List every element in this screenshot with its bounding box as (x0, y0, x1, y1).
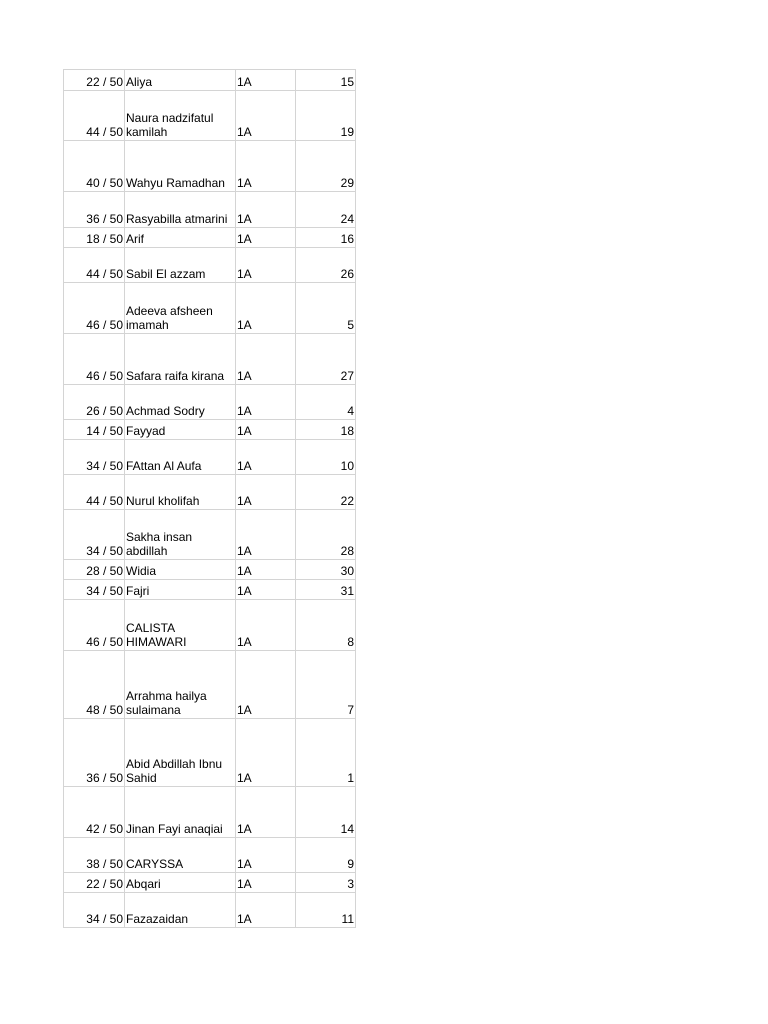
table-row (64, 70, 356, 91)
class-cell: 1A (236, 248, 296, 283)
score-cell: 22 / 50 (64, 70, 125, 91)
number-cell: 10 (296, 440, 356, 475)
name-cell: CALISTA HIMAWARI (125, 600, 236, 651)
score-cell: 36 / 50 (64, 719, 125, 787)
name-cell: Wahyu Ramadhan (125, 141, 236, 192)
number-cell: 28 (296, 510, 356, 560)
score-cell: 48 / 50 (64, 651, 125, 719)
number-cell: 3 (296, 873, 356, 893)
spreadsheet-sheet (63, 69, 356, 928)
table-row (64, 873, 356, 893)
table-row (64, 475, 356, 510)
number-cell: 29 (296, 141, 356, 192)
score-cell: 14 / 50 (64, 420, 125, 440)
table-row (64, 192, 356, 228)
table-row (64, 385, 356, 420)
class-cell: 1A (236, 192, 296, 228)
name-cell: Arrahma hailya sulaimana (125, 651, 236, 719)
score-cell: 28 / 50 (64, 560, 125, 580)
score-cell: 22 / 50 (64, 873, 125, 893)
class-cell: 1A (236, 420, 296, 440)
class-cell: 1A (236, 283, 296, 334)
name-cell: Abqari (125, 873, 236, 893)
score-cell: 18 / 50 (64, 228, 125, 248)
score-cell: 44 / 50 (64, 475, 125, 510)
score-cell: 46 / 50 (64, 283, 125, 334)
class-cell: 1A (236, 838, 296, 873)
score-cell: 46 / 50 (64, 600, 125, 651)
number-cell: 19 (296, 91, 356, 141)
table-row (64, 141, 356, 192)
number-cell: 26 (296, 248, 356, 283)
score-cell: 36 / 50 (64, 192, 125, 228)
name-cell: Fajri (125, 580, 236, 600)
score-cell: 34 / 50 (64, 893, 125, 928)
table-row (64, 420, 356, 440)
number-cell: 14 (296, 787, 356, 838)
score-cell: 46 / 50 (64, 334, 125, 385)
name-cell: Nurul kholifah (125, 475, 236, 510)
name-cell: Abid Abdillah Ibnu Sahid (125, 719, 236, 787)
class-cell: 1A (236, 91, 296, 141)
table-row (64, 787, 356, 838)
table-row (64, 893, 356, 928)
class-cell: 1A (236, 873, 296, 893)
name-cell: Safara raifa kirana (125, 334, 236, 385)
name-cell: Fazazaidan (125, 893, 236, 928)
class-cell: 1A (236, 719, 296, 787)
name-cell: FAttan Al Aufa (125, 440, 236, 475)
number-cell: 22 (296, 475, 356, 510)
number-cell: 8 (296, 600, 356, 651)
name-cell: Rasyabilla atmarini (125, 192, 236, 228)
score-table (63, 69, 356, 928)
score-cell: 38 / 50 (64, 838, 125, 873)
class-cell: 1A (236, 893, 296, 928)
score-cell: 26 / 50 (64, 385, 125, 420)
table-row (64, 334, 356, 385)
number-cell: 15 (296, 70, 356, 91)
table-row (64, 838, 356, 873)
class-cell: 1A (236, 440, 296, 475)
name-cell: Adeeva afsheen imamah (125, 283, 236, 334)
table-row (64, 248, 356, 283)
name-cell: Sakha insan abdillah (125, 510, 236, 560)
table-row (64, 228, 356, 248)
number-cell: 11 (296, 893, 356, 928)
table-row (64, 600, 356, 651)
number-cell: 5 (296, 283, 356, 334)
name-cell: Aliya (125, 70, 236, 91)
table-row (64, 560, 356, 580)
name-cell: CARYSSA (125, 838, 236, 873)
score-cell: 42 / 50 (64, 787, 125, 838)
score-cell: 34 / 50 (64, 440, 125, 475)
class-cell: 1A (236, 334, 296, 385)
number-cell: 16 (296, 228, 356, 248)
name-cell: Achmad Sodry (125, 385, 236, 420)
class-cell: 1A (236, 228, 296, 248)
number-cell: 24 (296, 192, 356, 228)
table-row (64, 440, 356, 475)
name-cell: Widia (125, 560, 236, 580)
number-cell: 27 (296, 334, 356, 385)
class-cell: 1A (236, 385, 296, 420)
table-row (64, 719, 356, 787)
table-row (64, 283, 356, 334)
name-cell: Jinan Fayi anaqiai (125, 787, 236, 838)
score-cell: 44 / 50 (64, 91, 125, 141)
number-cell: 31 (296, 580, 356, 600)
number-cell: 7 (296, 651, 356, 719)
table-row (64, 580, 356, 600)
class-cell: 1A (236, 70, 296, 91)
score-cell: 40 / 50 (64, 141, 125, 192)
score-cell: 34 / 50 (64, 510, 125, 560)
name-cell: Naura nadzifatul kamilah (125, 91, 236, 141)
number-cell: 1 (296, 719, 356, 787)
class-cell: 1A (236, 510, 296, 560)
class-cell: 1A (236, 475, 296, 510)
class-cell: 1A (236, 560, 296, 580)
class-cell: 1A (236, 580, 296, 600)
table-row (64, 510, 356, 560)
number-cell: 30 (296, 560, 356, 580)
class-cell: 1A (236, 787, 296, 838)
score-cell: 44 / 50 (64, 248, 125, 283)
class-cell: 1A (236, 600, 296, 651)
class-cell: 1A (236, 141, 296, 192)
number-cell: 18 (296, 420, 356, 440)
table-row (64, 91, 356, 141)
class-cell: 1A (236, 651, 296, 719)
name-cell: Arif (125, 228, 236, 248)
name-cell: Fayyad (125, 420, 236, 440)
number-cell: 9 (296, 838, 356, 873)
number-cell: 4 (296, 385, 356, 420)
name-cell: Sabil El azzam (125, 248, 236, 283)
table-row (64, 651, 356, 719)
score-cell: 34 / 50 (64, 580, 125, 600)
